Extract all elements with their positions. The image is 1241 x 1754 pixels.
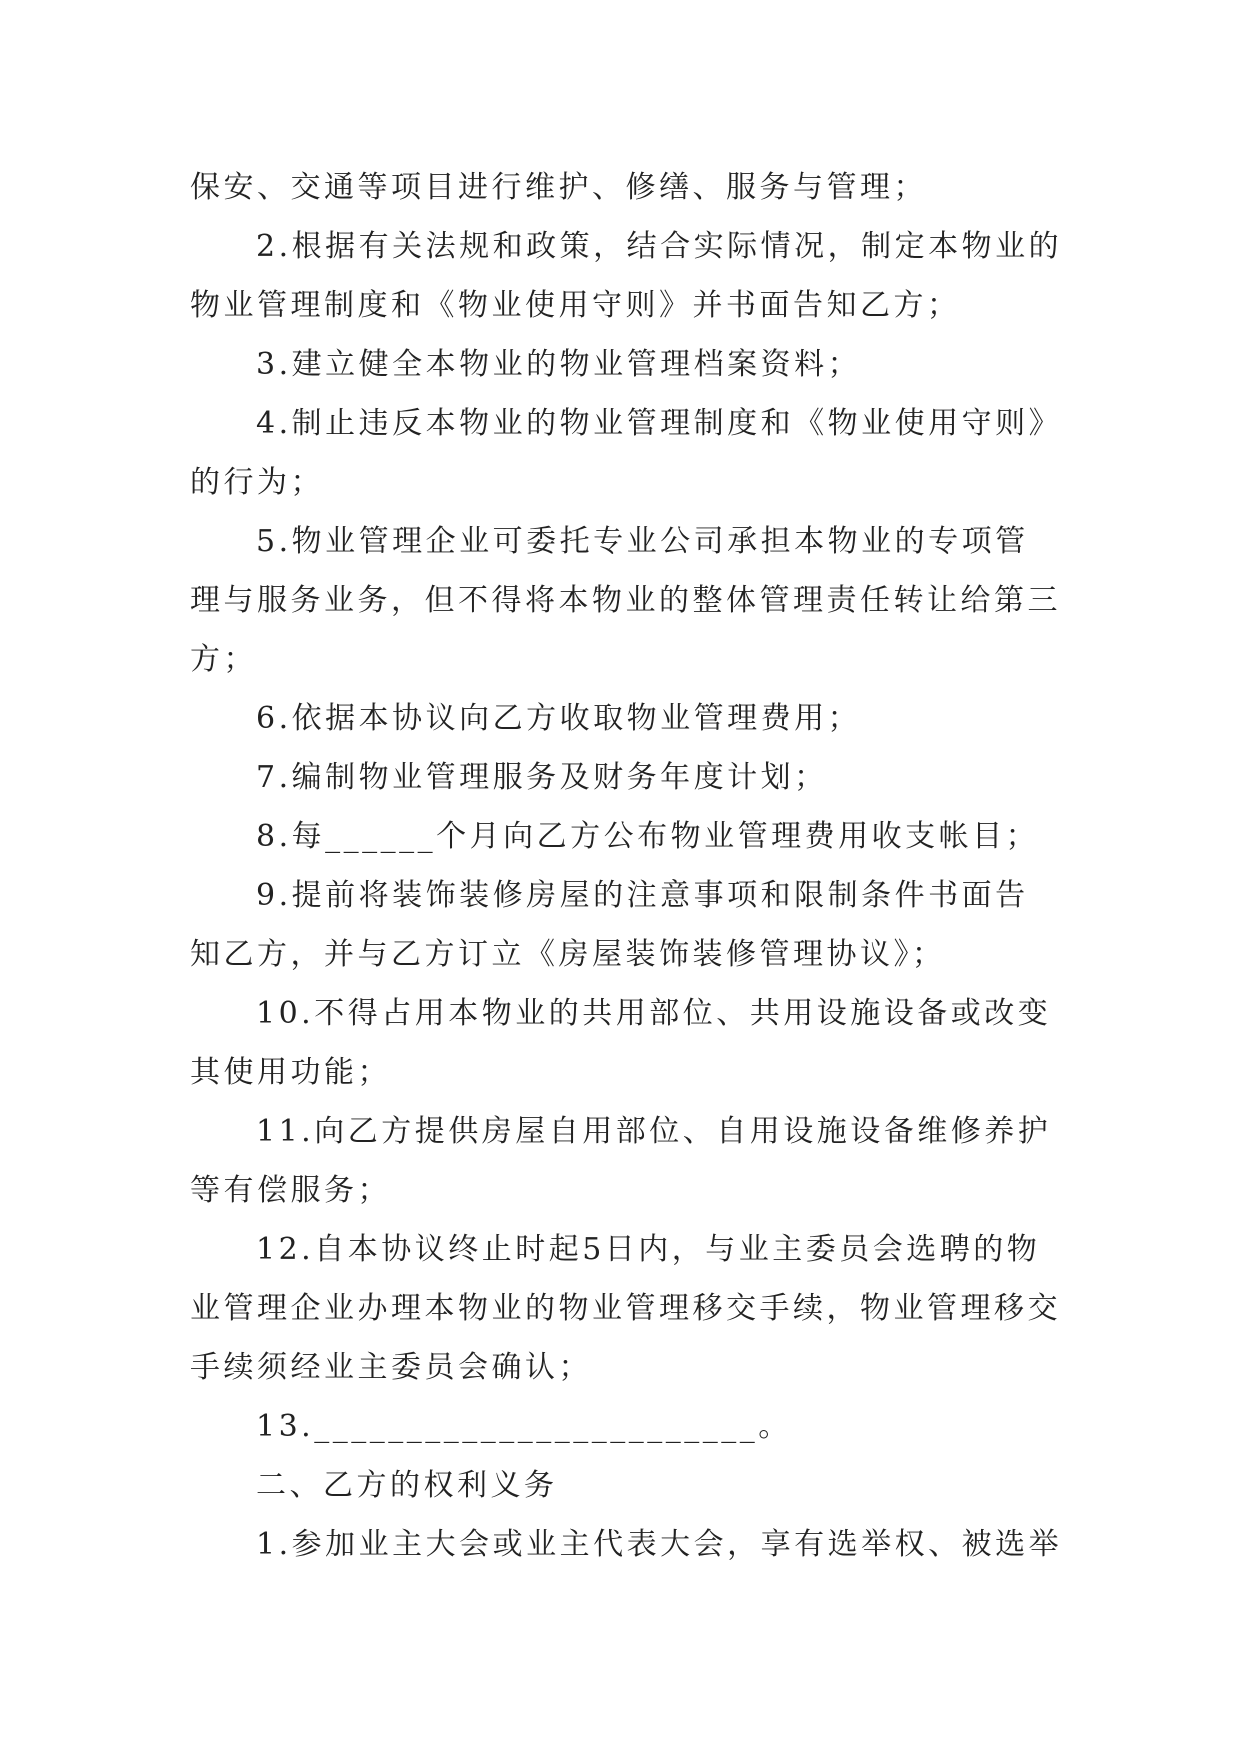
clause-6: 6.依据本协议向乙方收取物业管理费用； (256, 701, 862, 736)
clause-12-line-3: 手续须经业主委员会确认； (190, 1350, 592, 1385)
clause-5-line-3: 方； (190, 642, 257, 677)
clause-10-line-2: 其使用功能； (190, 1055, 391, 1090)
clause-7: 7.编制物业管理服务及财务年度计划； (256, 760, 828, 795)
document-body (190, 158, 1063, 1574)
clause-5-line-1: 5.物业管理企业可委托专业公司承担本物业的专项管 (256, 524, 1029, 559)
clause-4-line-2: 的行为； (190, 465, 324, 500)
clause-10-line-1: 10.不得占用本物业的共用部位、共用设施设备或改变 (256, 996, 1052, 1031)
clause-2-line-2: 物业管理制度和《物业使用守则》并书面告知乙方； (190, 288, 961, 323)
text-line: 保安、交通等项目进行维护、修缮、服务与管理； (190, 170, 927, 205)
clause-5-line-2: 理与服务业务，但不得将本物业的整体管理责任转让给第三 (190, 583, 1061, 618)
clause-12-line-1: 12.自本协议终止时起5日内，与业主委员会选聘的物 (256, 1232, 1041, 1267)
clause-12-line-2: 业管理企业办理本物业的物业管理移交手续，物业管理移交 (190, 1291, 1061, 1326)
clause-2-line-1: 2.根据有关法规和政策，结合实际情况，制定本物业的 (256, 229, 1063, 264)
section-heading-party-b: 二、乙方的权利义务 (256, 1468, 558, 1503)
clause-9-line-1: 9.提前将装饰装修房屋的注意事项和限制条件书面告 (256, 878, 1029, 913)
clause-8: 8.每______个月向乙方公布物业管理费用收支帐目； (256, 819, 1040, 854)
clause-11-line-2: 等有偿服务； (190, 1173, 391, 1208)
party-b-clause-1: 1.参加业主大会或业主代表大会，享有选举权、被选举 (256, 1527, 1063, 1562)
clause-11-line-1: 11.向乙方提供房屋自用部位、自用设施设备维修养护 (256, 1114, 1052, 1149)
clause-4-line-1: 4.制止违反本物业的物业管理制度和《物业使用守则》 (256, 406, 1063, 441)
clause-13: 13.________________________。 (256, 1409, 792, 1444)
clause-3: 3.建立健全本物业的物业管理档案资料； (256, 347, 862, 382)
clause-9-line-2: 知乙方，并与乙方订立《房屋装饰装修管理协议》； (190, 937, 946, 972)
